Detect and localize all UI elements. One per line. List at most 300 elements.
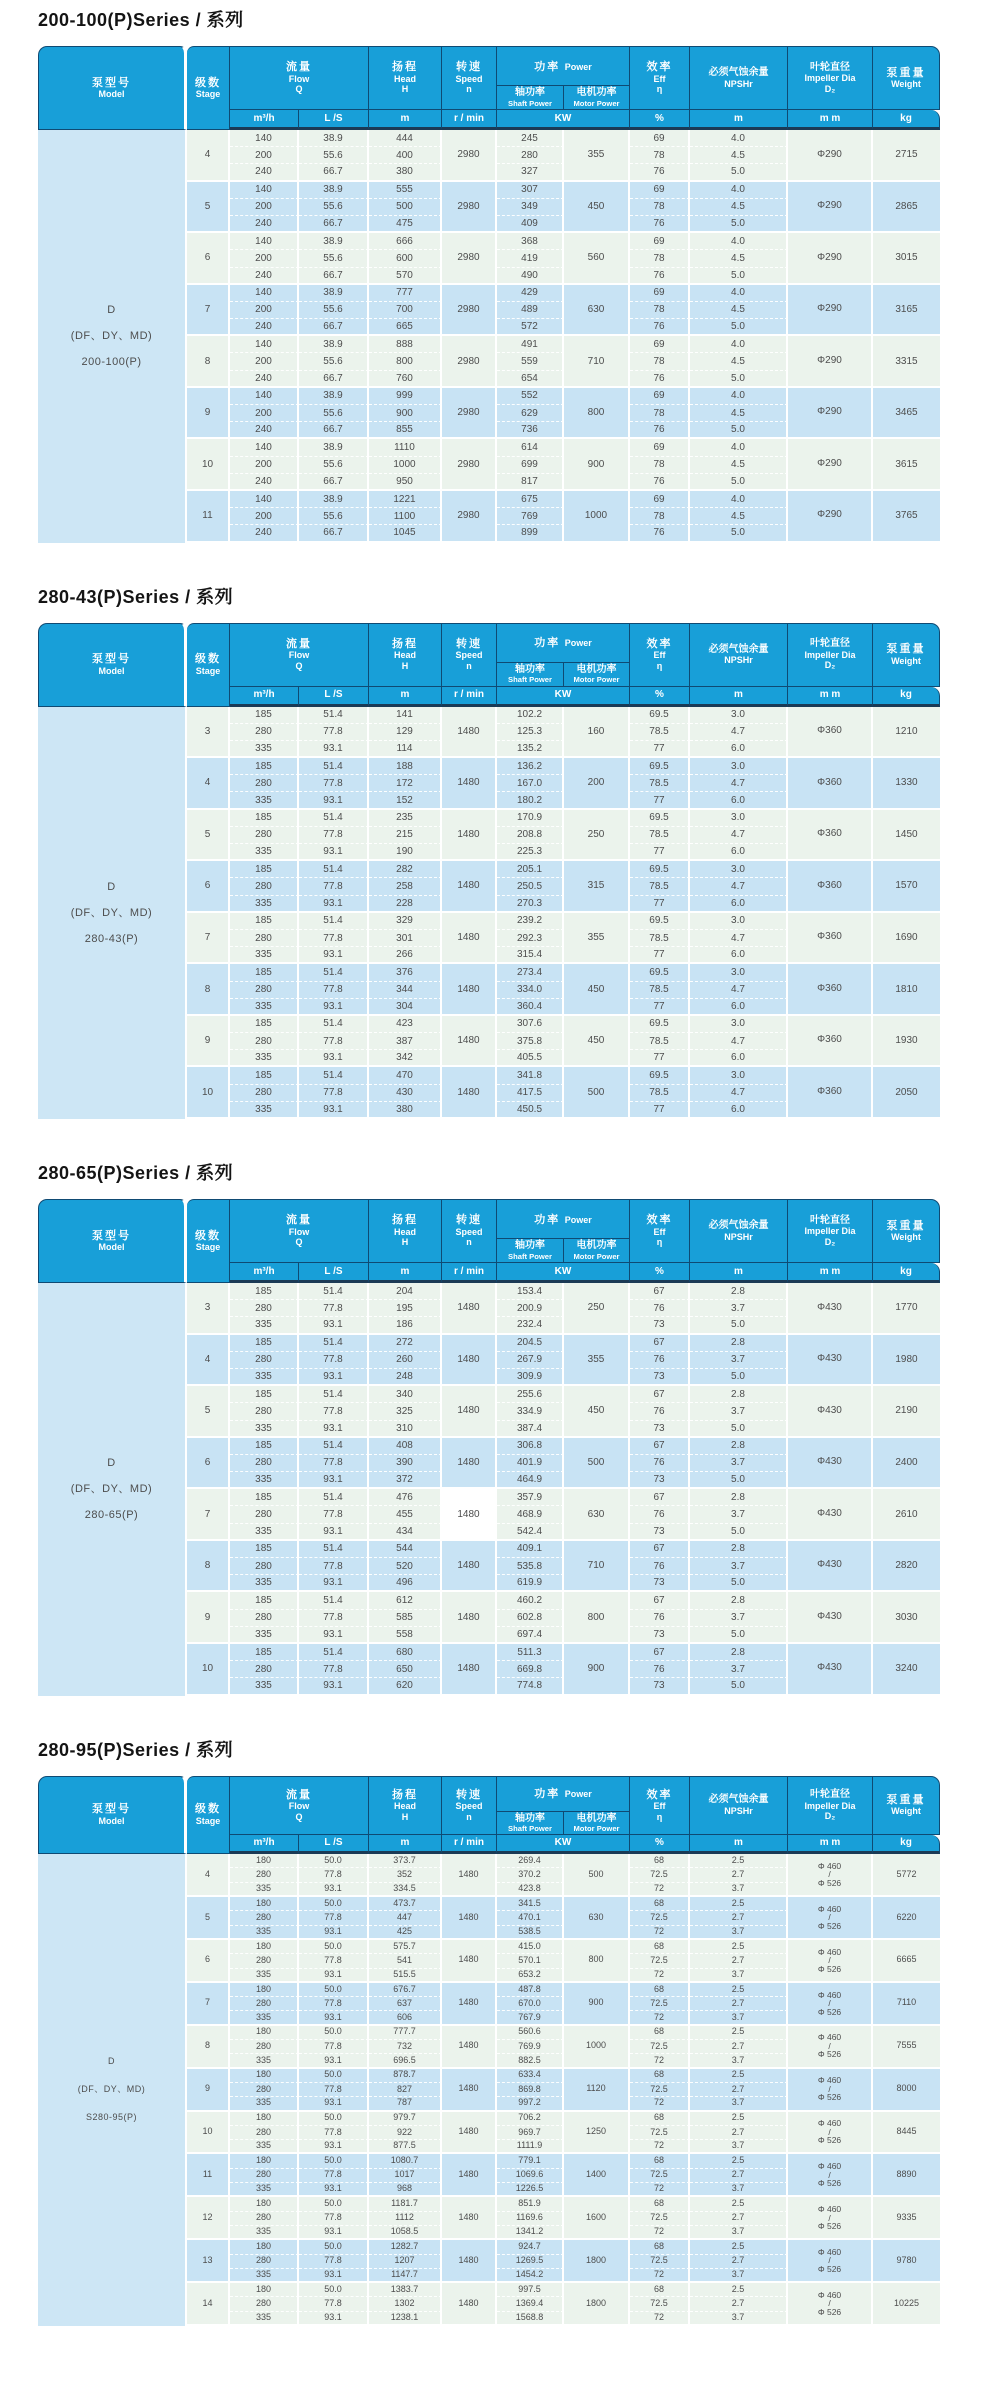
npshr-cell: 2.7 [690, 2255, 788, 2269]
unit-impeller: m m [788, 1263, 873, 1283]
shaft-power-cell: 619.9 [497, 1575, 564, 1592]
head-cell: 575.7 [369, 1940, 442, 1954]
eff-cell: 77 [630, 1102, 690, 1119]
npshr-cell: 2.5 [690, 2197, 788, 2211]
unit-flow-m3h: m³/h [230, 1263, 299, 1283]
flow-ls-cell: 51.4 [299, 1016, 369, 1033]
speed-cell: 2980 [442, 130, 497, 182]
col-header-npshr: 必须气蚀余量 NPSHr [690, 46, 788, 110]
eff-cell: 67 [630, 1335, 690, 1352]
shaft-power-cell: 1568.8 [497, 2312, 564, 2326]
weight-cell: 3240 [873, 1644, 940, 1696]
npshr-cell: 6.0 [690, 1102, 788, 1119]
flow-ls-cell: 55.6 [299, 199, 369, 216]
shaft-power-cell: 450.5 [497, 1102, 564, 1119]
flow-ls-cell: 51.4 [299, 1592, 369, 1609]
npshr-cell: 6.0 [690, 1050, 788, 1067]
shaft-power-cell: 464.9 [497, 1472, 564, 1489]
flow-ls-cell: 50.0 [299, 2283, 369, 2297]
head-cell: 787 [369, 2097, 442, 2111]
npshr-cell: 3.7 [690, 2011, 788, 2025]
stage-cell: 5 [187, 182, 230, 234]
npshr-cell: 2.5 [690, 1897, 788, 1911]
npshr-cell: 3.7 [690, 1558, 788, 1575]
npshr-cell: 4.0 [690, 491, 788, 508]
head-cell: 434 [369, 1524, 442, 1541]
flow-m3h-cell: 180 [230, 1854, 299, 1868]
stage-cell: 8 [187, 2026, 230, 2069]
eff-cell: 76 [630, 1352, 690, 1369]
head-cell: 301 [369, 930, 442, 947]
eff-cell: 78.5 [630, 1033, 690, 1050]
shaft-power-cell: 429 [497, 285, 564, 302]
npshr-cell: 2.5 [690, 1854, 788, 1868]
col-header-model: 泵型号 Model [38, 1199, 187, 1283]
head-cell: 129 [369, 724, 442, 741]
shaft-power-cell: 419 [497, 250, 564, 267]
eff-cell: 73 [630, 1524, 690, 1541]
npshr-cell: 3.7 [690, 1455, 788, 1472]
col-header-model: 泵型号 Model [38, 46, 187, 130]
shaft-power-cell: 255.6 [497, 1386, 564, 1403]
flow-ls-cell: 66.7 [299, 319, 369, 336]
head-cell: 475 [369, 216, 442, 233]
flow-ls-cell: 93.1 [299, 1969, 369, 1983]
flow-ls-cell: 77.8 [299, 2255, 369, 2269]
flow-ls-cell: 77.8 [299, 1610, 369, 1627]
speed-cell: 1480 [442, 810, 497, 862]
flow-m3h-cell: 280 [230, 1085, 299, 1102]
eff-cell: 67 [630, 1644, 690, 1661]
weight-cell: 3015 [873, 233, 940, 285]
npshr-cell: 5.0 [690, 525, 788, 542]
flow-ls-cell: 50.0 [299, 2240, 369, 2254]
eff-cell: 76 [630, 371, 690, 388]
npshr-cell: 4.0 [690, 233, 788, 250]
flow-ls-cell: 51.4 [299, 1067, 369, 1084]
impeller-dia-cell: Φ290 [788, 388, 873, 440]
flow-m3h-cell: 335 [230, 999, 299, 1016]
unit-power: KW [497, 1835, 630, 1854]
npshr-cell: 2.7 [690, 2126, 788, 2140]
head-cell: 855 [369, 422, 442, 439]
eff-cell: 76 [630, 525, 690, 542]
stage-cell: 6 [187, 1438, 230, 1490]
flow-m3h-cell: 280 [230, 982, 299, 999]
col-header-flow: 流量 Flow Q [230, 1199, 369, 1263]
head-cell: 665 [369, 319, 442, 336]
speed-cell: 1480 [442, 2154, 497, 2197]
flow-ls-cell: 55.6 [299, 457, 369, 474]
flow-m3h-cell: 280 [230, 1558, 299, 1575]
shaft-power-cell: 307.6 [497, 1016, 564, 1033]
col-header-stage: 级数 Stage [187, 1199, 230, 1283]
weight-cell: 2820 [873, 1541, 940, 1593]
flow-ls-cell: 50.0 [299, 1854, 369, 1868]
eff-cell: 68 [630, 2197, 690, 2211]
flow-m3h-cell: 200 [230, 302, 299, 319]
flow-ls-cell: 77.8 [299, 1911, 369, 1925]
col-header-npshr: 必须气蚀余量 NPSHr [690, 623, 788, 687]
motor-power-cell: 800 [564, 388, 630, 440]
impeller-dia-cell: Φ 460 / Φ 526 [788, 2240, 873, 2283]
stage-cell: 9 [187, 2069, 230, 2112]
shaft-power-cell: 280 [497, 147, 564, 164]
head-cell: 186 [369, 1317, 442, 1334]
flow-ls-cell: 93.1 [299, 1050, 369, 1067]
flow-m3h-cell: 200 [230, 353, 299, 370]
col-header-motor-power: 电机功率 Motor Power [564, 1239, 630, 1263]
stage-cell: 5 [187, 1897, 230, 1940]
head-cell: 260 [369, 1352, 442, 1369]
head-cell: 760 [369, 371, 442, 388]
head-cell: 190 [369, 844, 442, 861]
head-cell: 620 [369, 1678, 442, 1695]
weight-cell: 1210 [873, 707, 940, 759]
npshr-cell: 5.0 [690, 1678, 788, 1695]
speed-cell: 2980 [442, 491, 497, 543]
speed-cell: 1480 [442, 1592, 497, 1644]
head-cell: 430 [369, 1085, 442, 1102]
head-cell: 470 [369, 1067, 442, 1084]
head-cell: 1058.5 [369, 2226, 442, 2240]
head-cell: 496 [369, 1575, 442, 1592]
unit-weight: kg [873, 1263, 940, 1283]
eff-cell: 68 [630, 2112, 690, 2126]
unit-impeller: m m [788, 1835, 873, 1854]
flow-ls-cell: 93.1 [299, 1102, 369, 1119]
npshr-cell: 5.0 [690, 216, 788, 233]
eff-cell: 69 [630, 285, 690, 302]
model-cell: D (DF、DY、MD) 200-100(P) [38, 130, 187, 543]
flow-ls-cell: 93.1 [299, 2269, 369, 2283]
head-cell: 950 [369, 474, 442, 491]
eff-cell: 78 [630, 405, 690, 422]
flow-ls-cell: 93.1 [299, 999, 369, 1016]
shaft-power-cell: 1454.2 [497, 2269, 564, 2283]
flow-ls-cell: 93.1 [299, 947, 369, 964]
npshr-cell: 2.8 [690, 1489, 788, 1506]
head-cell: 372 [369, 1472, 442, 1489]
flow-ls-cell: 50.0 [299, 1897, 369, 1911]
col-header-flow: 流量 Flow Q [230, 623, 369, 687]
motor-power-cell: 355 [564, 1335, 630, 1387]
shaft-power-cell: 1169.6 [497, 2212, 564, 2226]
head-cell: 680 [369, 1644, 442, 1661]
head-cell: 696.5 [369, 2054, 442, 2068]
col-header-impeller: 叶轮直径 Impeller Dia D₂ [788, 1776, 873, 1836]
shaft-power-cell: 125.3 [497, 724, 564, 741]
motor-power-cell: 1000 [564, 491, 630, 543]
flow-ls-cell: 50.0 [299, 2197, 369, 2211]
motor-power-cell: 1800 [564, 2283, 630, 2326]
flow-m3h-cell: 280 [230, 2126, 299, 2140]
eff-cell: 68 [630, 2069, 690, 2083]
eff-cell: 72.5 [630, 2126, 690, 2140]
col-header-power: 功率 Power [497, 1776, 630, 1812]
eff-cell: 76 [630, 1455, 690, 1472]
shaft-power-cell: 170.9 [497, 810, 564, 827]
shaft-power-cell: 560.6 [497, 2026, 564, 2040]
unit-speed: r / min [442, 1263, 497, 1283]
npshr-cell: 4.5 [690, 457, 788, 474]
eff-cell: 69.5 [630, 758, 690, 775]
flow-ls-cell: 66.7 [299, 164, 369, 181]
series-title: 280-65(P)Series / 系列 [38, 1163, 234, 1183]
flow-m3h-cell: 180 [230, 2283, 299, 2297]
npshr-cell: 5.0 [690, 164, 788, 181]
motor-power-cell: 1600 [564, 2197, 630, 2240]
npshr-cell: 3.0 [690, 758, 788, 775]
shaft-power-cell: 417.5 [497, 1085, 564, 1102]
speed-cell: 2980 [442, 182, 497, 234]
flow-ls-cell: 93.1 [299, 1678, 369, 1695]
impeller-dia-cell: Φ 460 / Φ 526 [788, 2197, 873, 2240]
shaft-power-cell: 327 [497, 164, 564, 181]
eff-cell: 73 [630, 1575, 690, 1592]
npshr-cell: 5.0 [690, 1627, 788, 1644]
flow-m3h-cell: 335 [230, 1575, 299, 1592]
motor-power-cell: 250 [564, 810, 630, 862]
head-cell: 380 [369, 1102, 442, 1119]
weight-cell: 1930 [873, 1016, 940, 1068]
series-title: 280-43(P)Series / 系列 [38, 586, 234, 607]
head-cell: 380 [369, 164, 442, 181]
stage-cell: 11 [187, 491, 230, 543]
head-cell: 541 [369, 1954, 442, 1968]
head-cell: 500 [369, 199, 442, 216]
npshr-cell: 2.7 [690, 2040, 788, 2054]
flow-ls-cell: 77.8 [299, 1558, 369, 1575]
flow-ls-cell: 93.1 [299, 741, 369, 758]
head-cell: 1221 [369, 491, 442, 508]
shaft-power-cell: 779.1 [497, 2154, 564, 2168]
flow-ls-cell: 51.4 [299, 758, 369, 775]
npshr-cell: 3.0 [690, 913, 788, 930]
unit-power: KW [497, 110, 630, 130]
npshr-cell: 6.0 [690, 792, 788, 809]
flow-ls-cell: 77.8 [299, 827, 369, 844]
speed-cell: 1480 [442, 1067, 497, 1119]
speed-cell: 2980 [442, 439, 497, 491]
eff-cell: 77 [630, 792, 690, 809]
flow-m3h-cell: 335 [230, 1883, 299, 1897]
npshr-cell: 2.7 [690, 1997, 788, 2011]
flow-m3h-cell: 280 [230, 1610, 299, 1627]
npshr-cell: 2.5 [690, 2283, 788, 2297]
shaft-power-cell: 511.3 [497, 1644, 564, 1661]
shaft-power-cell: 415.0 [497, 1940, 564, 1954]
shaft-power-cell: 273.4 [497, 964, 564, 981]
flow-ls-cell: 51.4 [299, 913, 369, 930]
shaft-power-cell: 1269.5 [497, 2255, 564, 2269]
head-cell: 1110 [369, 439, 442, 456]
flow-ls-cell: 93.1 [299, 1926, 369, 1940]
weight-cell: 1330 [873, 758, 940, 810]
npshr-cell: 5.0 [690, 268, 788, 285]
motor-power-cell: 1250 [564, 2112, 630, 2155]
head-cell: 558 [369, 1627, 442, 1644]
eff-cell: 72 [630, 1969, 690, 1983]
weight-cell: 8445 [873, 2112, 940, 2155]
model-cell: D (DF、DY、MD) 280-43(P) [38, 707, 187, 1120]
eff-cell: 72 [630, 2011, 690, 2025]
stage-cell: 6 [187, 1940, 230, 1983]
shaft-power-cell: 306.8 [497, 1438, 564, 1455]
npshr-cell: 4.7 [690, 930, 788, 947]
head-cell: 329 [369, 913, 442, 930]
flow-ls-cell: 51.4 [299, 707, 369, 724]
eff-cell: 68 [630, 2026, 690, 2040]
flow-ls-cell: 66.7 [299, 371, 369, 388]
npshr-cell: 3.0 [690, 810, 788, 827]
flow-m3h-cell: 335 [230, 1969, 299, 1983]
eff-cell: 68 [630, 1854, 690, 1868]
npshr-cell: 4.7 [690, 878, 788, 895]
flow-ls-cell: 50.0 [299, 2154, 369, 2168]
eff-cell: 69 [630, 439, 690, 456]
weight-cell: 3765 [873, 491, 940, 543]
stage-cell: 4 [187, 1335, 230, 1387]
col-header-model: 泵型号 Model [38, 1776, 187, 1855]
head-cell: 455 [369, 1506, 442, 1523]
eff-cell: 73 [630, 1472, 690, 1489]
unit-head: m [369, 1263, 442, 1283]
flow-m3h-cell: 280 [230, 878, 299, 895]
speed-cell: 1480 [442, 2112, 497, 2155]
flow-m3h-cell: 280 [230, 1455, 299, 1472]
shaft-power-cell: 341.5 [497, 1897, 564, 1911]
npshr-cell: 2.7 [690, 1868, 788, 1882]
head-cell: 172 [369, 775, 442, 792]
eff-cell: 76 [630, 1300, 690, 1317]
motor-power-cell: 800 [564, 1592, 630, 1644]
npshr-cell: 6.0 [690, 947, 788, 964]
flow-m3h-cell: 140 [230, 336, 299, 353]
impeller-dia-cell: Φ430 [788, 1541, 873, 1593]
unit-eff: % [630, 110, 690, 130]
col-header-head: 扬程 Head H [369, 46, 442, 110]
npshr-cell: 5.0 [690, 422, 788, 439]
shaft-power-cell: 205.1 [497, 861, 564, 878]
eff-cell: 77 [630, 999, 690, 1016]
impeller-dia-cell: Φ290 [788, 491, 873, 543]
npshr-cell: 5.0 [690, 1524, 788, 1541]
impeller-dia-cell: Φ290 [788, 336, 873, 388]
head-cell: 387 [369, 1033, 442, 1050]
shaft-power-cell: 136.2 [497, 758, 564, 775]
speed-cell: 1480 [442, 758, 497, 810]
impeller-dia-cell: Φ 460 / Φ 526 [788, 2154, 873, 2197]
flow-m3h-cell: 180 [230, 1940, 299, 1954]
flow-m3h-cell: 185 [230, 1386, 299, 1403]
impeller-dia-cell: Φ290 [788, 285, 873, 337]
speed-cell: 1480 [442, 1854, 497, 1897]
eff-cell: 67 [630, 1592, 690, 1609]
shaft-power-cell: 736 [497, 422, 564, 439]
shaft-power-cell: 460.2 [497, 1592, 564, 1609]
flow-ls-cell: 93.1 [299, 792, 369, 809]
col-header-impeller: 叶轮直径 Impeller Dia D₂ [788, 46, 873, 110]
flow-m3h-cell: 280 [230, 1997, 299, 2011]
head-cell: 152 [369, 792, 442, 809]
head-cell: 878.7 [369, 2069, 442, 2083]
speed-cell: 1480 [442, 1897, 497, 1940]
col-header-stage: 级数 Stage [187, 46, 230, 130]
flow-ls-cell: 66.7 [299, 216, 369, 233]
head-cell: 1181.7 [369, 2197, 442, 2211]
motor-power-cell: 250 [564, 1283, 630, 1335]
eff-cell: 76 [630, 422, 690, 439]
flow-m3h-cell: 280 [230, 2083, 299, 2097]
stage-cell: 9 [187, 1592, 230, 1644]
eff-cell: 72 [630, 1883, 690, 1897]
npshr-cell: 2.7 [690, 2297, 788, 2311]
series-section [38, 1736, 942, 2326]
unit-speed: r / min [442, 687, 497, 707]
shaft-power-cell: 270.3 [497, 896, 564, 913]
shaft-power-cell: 360.4 [497, 999, 564, 1016]
col-header-impeller: 叶轮直径 Impeller Dia D₂ [788, 623, 873, 687]
eff-cell: 76 [630, 216, 690, 233]
flow-ls-cell: 93.1 [299, 1524, 369, 1541]
head-cell: 1147.7 [369, 2269, 442, 2283]
head-cell: 141 [369, 707, 442, 724]
shaft-power-cell: 307 [497, 182, 564, 199]
stage-cell: 5 [187, 1386, 230, 1438]
head-cell: 376 [369, 964, 442, 981]
flow-ls-cell: 77.8 [299, 878, 369, 895]
motor-power-cell: 500 [564, 1438, 630, 1490]
eff-cell: 78 [630, 508, 690, 525]
eff-cell: 78.5 [630, 827, 690, 844]
motor-power-cell: 560 [564, 233, 630, 285]
motor-power-cell: 1120 [564, 2069, 630, 2112]
unit-npshr: m [690, 110, 788, 130]
motor-power-cell: 630 [564, 1897, 630, 1940]
weight-cell: 8890 [873, 2154, 940, 2197]
col-header-eff: 效率 Eff η [630, 46, 690, 110]
weight-cell: 1570 [873, 861, 940, 913]
stage-cell: 10 [187, 2112, 230, 2155]
head-cell: 408 [369, 1438, 442, 1455]
shaft-power-cell: 542.4 [497, 1524, 564, 1541]
flow-m3h-cell: 180 [230, 2197, 299, 2211]
impeller-dia-cell: Φ360 [788, 758, 873, 810]
flow-ls-cell: 55.6 [299, 508, 369, 525]
motor-power-cell: 900 [564, 439, 630, 491]
flow-ls-cell: 55.6 [299, 302, 369, 319]
unit-weight: kg [873, 687, 940, 707]
npshr-cell: 4.7 [690, 1033, 788, 1050]
eff-cell: 78 [630, 302, 690, 319]
flow-m3h-cell: 180 [230, 1897, 299, 1911]
weight-cell: 2190 [873, 1386, 940, 1438]
stage-cell: 5 [187, 810, 230, 862]
eff-cell: 68 [630, 1983, 690, 1997]
head-cell: 999 [369, 388, 442, 405]
series-title: 200-100(P)Series / 系列 [38, 10, 244, 30]
col-header-head: 扬程 Head H [369, 1199, 442, 1263]
flow-m3h-cell: 240 [230, 474, 299, 491]
npshr-cell: 6.0 [690, 844, 788, 861]
npshr-cell: 2.8 [690, 1541, 788, 1558]
speed-cell: 2980 [442, 336, 497, 388]
motor-power-cell: 450 [564, 964, 630, 1016]
eff-cell: 69.5 [630, 810, 690, 827]
stage-cell: 6 [187, 861, 230, 913]
speed-cell: 1480 [442, 913, 497, 965]
